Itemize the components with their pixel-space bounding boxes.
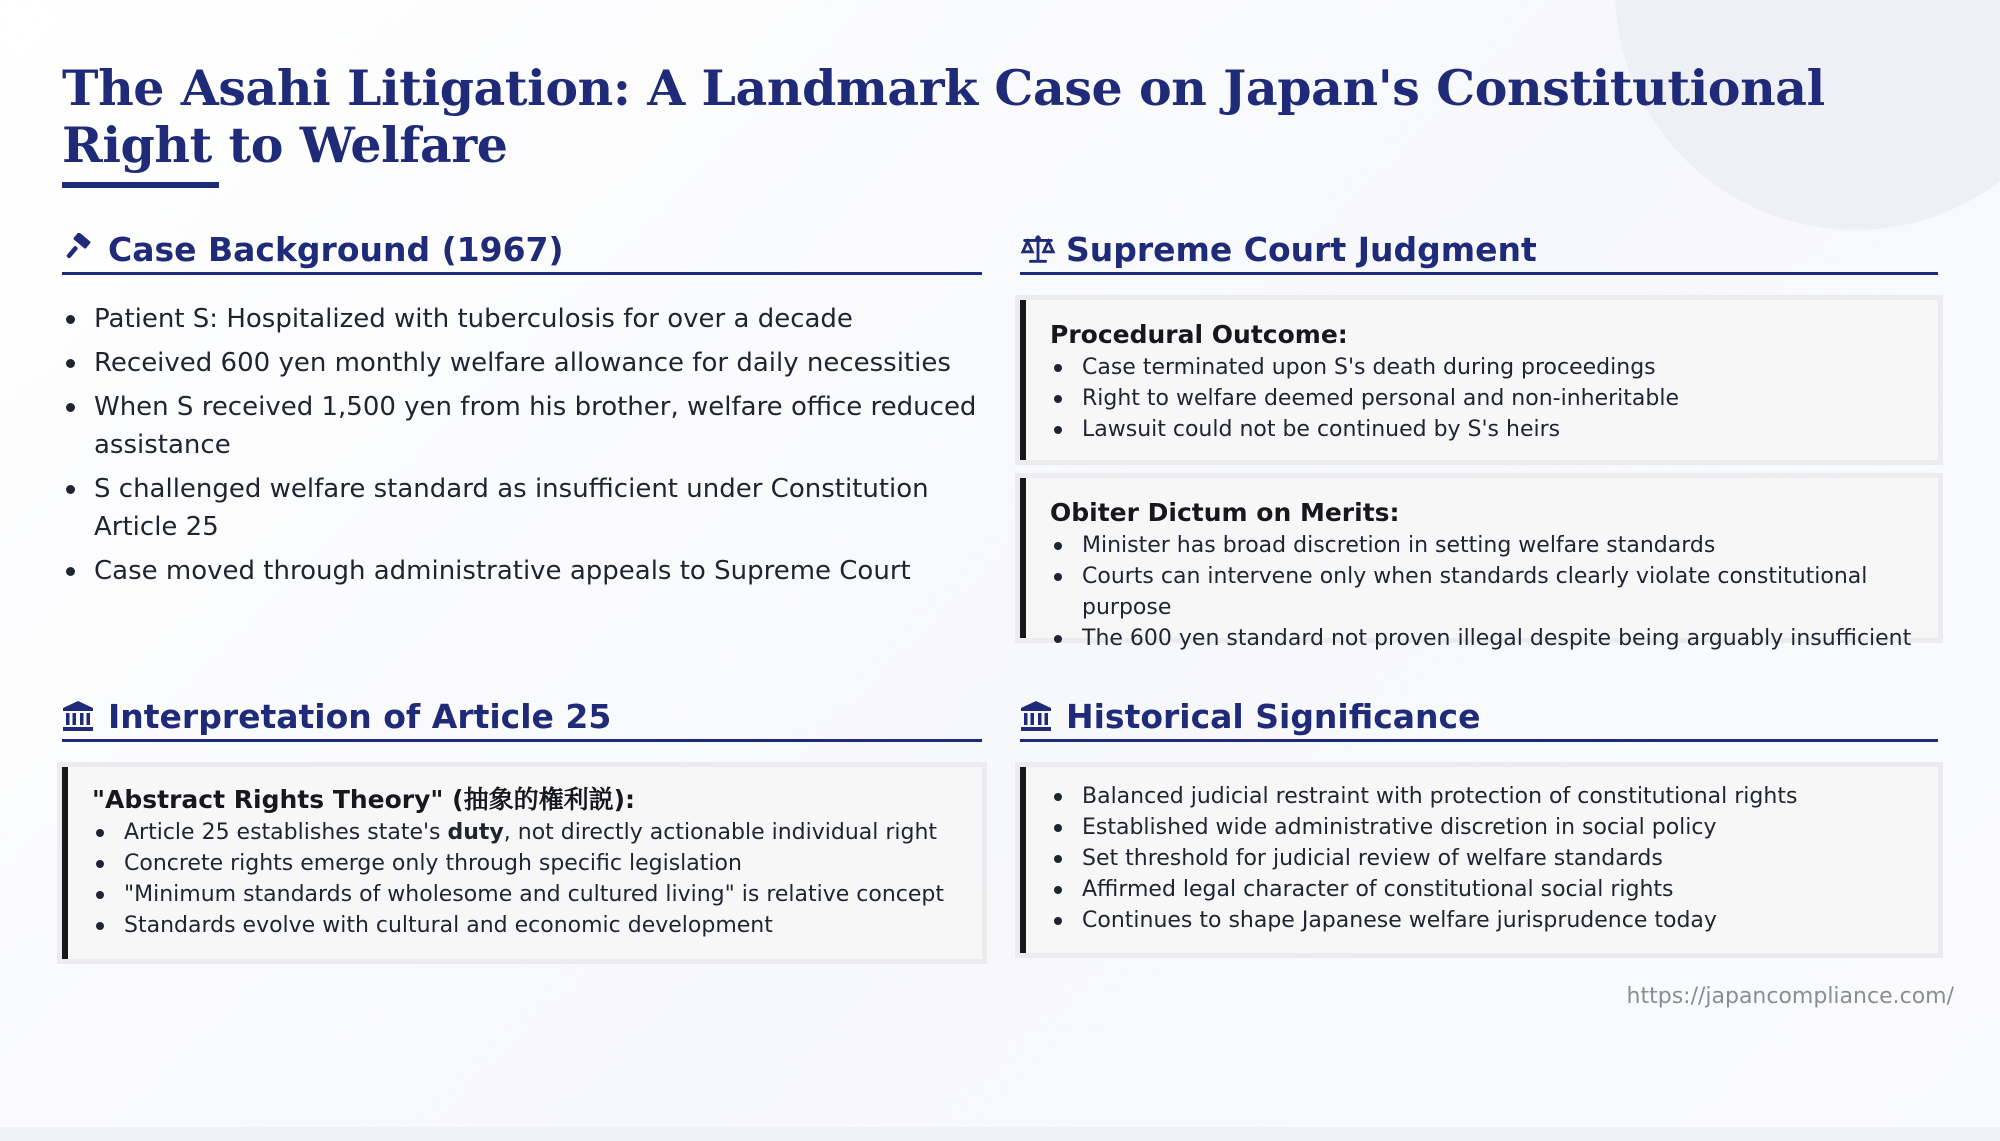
list-item: Established wide administrative discretion in social policy [1050, 812, 1938, 843]
obiter-list [1050, 530, 1938, 654]
page-title: The Asahi Litigation: A Landmark Case on Japan's Constitutional Right to Welfare [62, 59, 1825, 174]
list-item: Received 600 yen monthly welfare allowance for daily necessities [62, 344, 982, 382]
section-header-significance [1020, 693, 1938, 742]
list-item: "Minimum standards of wholesome and cultured living" is relative concept [92, 879, 982, 910]
list-item: Right to welfare deemed personal and non-inheritable [1050, 383, 1938, 414]
institution-icon [62, 699, 98, 733]
item-text: , not directly actionable individual right [503, 820, 938, 845]
section-heading: Supreme Court Judgment [1066, 229, 1537, 269]
list-item: Affirmed legal character of constitutional social rights [1050, 874, 1938, 905]
gavel-icon [62, 232, 98, 266]
box-title: Procedural Outcome: [1050, 320, 1348, 349]
list-item: Patient S: Hospitalized with tuberculosis for over a decade [62, 300, 982, 338]
list-item: When S received 1,500 yen from his brother, welfare office reduced assistance [62, 388, 982, 464]
list-item: Set threshold for judicial review of welfare standards [1050, 843, 1938, 874]
list-item: Case moved through administrative appeals to Supreme Court [62, 552, 982, 590]
list-item: Continues to shape Japanese welfare jurisprudence today [1050, 905, 1938, 936]
list-item: Courts can intervene only when standards clearly violate constitutional purpose [1050, 561, 1938, 623]
institution-icon [1020, 699, 1056, 733]
list-item: Lawsuit could not be continued by S's heirs [1050, 414, 1938, 445]
obiter-dictum-box [1020, 478, 1938, 651]
list-item: The 600 yen standard not proven illegal despite being arguably insufficient [1050, 623, 1938, 654]
list-item [92, 817, 982, 848]
list-item: Balanced judicial restraint with protection of constitutional rights [1050, 781, 1938, 812]
section-heading: Historical Significance [1066, 696, 1481, 736]
abstract-rights-box [62, 767, 982, 959]
footer-url: https://japancompliance.com/ [1626, 984, 1954, 1009]
section-heading: Interpretation of Article 25 [108, 696, 612, 736]
box-title: Obiter Dictum on Merits: [1050, 498, 1400, 527]
section-heading: Case Background (1967) [108, 229, 564, 269]
procedural-list [1050, 352, 1938, 445]
item-text: Article 25 establishes state's [124, 820, 448, 845]
list-item: S challenged welfare standard as insufficient under Constitution Article 25 [62, 470, 982, 546]
interpretation-list [92, 817, 982, 941]
section-header-background [62, 226, 982, 275]
list-item: Minister has broad discretion in setting welfare standards [1050, 530, 1938, 561]
procedural-outcome-box [1020, 300, 1938, 460]
list-item: Standards evolve with cultural and economic development [92, 910, 982, 941]
bottom-band [0, 1127, 2000, 1141]
list-item: Case terminated upon S's death during proceedings [1050, 352, 1938, 383]
section-header-judgment [1020, 226, 1938, 275]
significance-box [1020, 767, 1938, 953]
title-underline [62, 182, 219, 188]
emphasis-duty: duty [447, 820, 504, 845]
significance-list [1050, 781, 1938, 936]
section-header-interpretation [62, 693, 982, 742]
background-list [62, 300, 982, 596]
box-title: "Abstract Rights Theory" (抽象的権利説): [92, 785, 636, 814]
scale-icon [1020, 232, 1056, 266]
list-item: Concrete rights emerge only through specific legislation [92, 848, 982, 879]
